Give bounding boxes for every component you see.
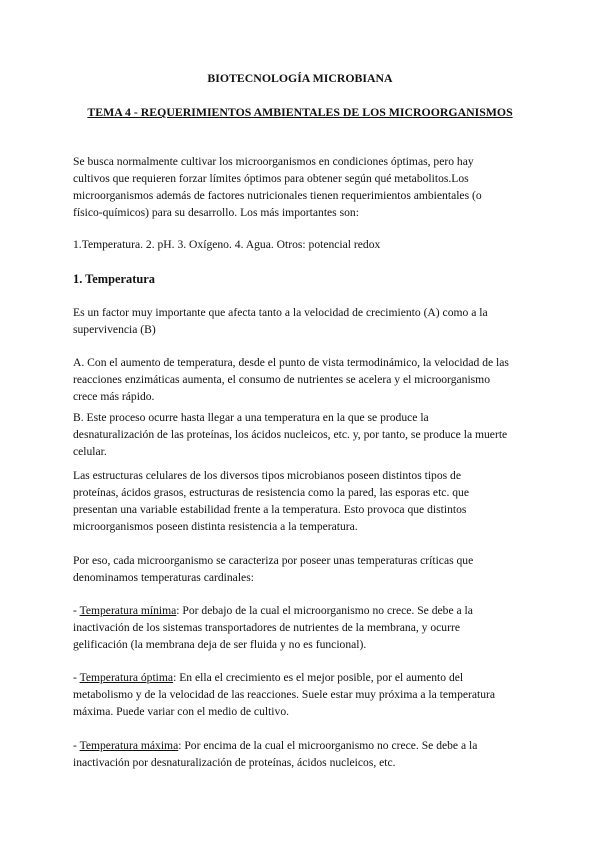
text-line	[73, 603, 533, 620]
document-subtitle-wrap	[0, 104, 600, 121]
paragraph-cardinal-temps	[73, 553, 533, 587]
text-line	[73, 670, 533, 687]
text-line: Por eso, cada microorganismo se caracteriza por poseer unas temperaturas críticas que	[73, 554, 474, 567]
text-line: microorganismos además de factores nutricionales tienen requerimientos ambientales (o	[73, 188, 482, 202]
text-line: A. Con el aumento de temperatura, desde el punto de vista termodinámico, la velocidad de las	[73, 356, 509, 369]
text-line: supervivencia (B)	[73, 322, 156, 336]
document-subtitle: TEMA 4 - REQUERIMIENTOS AMBIENTALES DE LOS MICROORGANISMOS	[87, 105, 513, 119]
item-temperatura-minima	[73, 603, 533, 654]
document-title: BIOTECNOLOGÍA MICROBIANA	[207, 71, 393, 85]
term-temperatura-optima: Temperatura óptima	[79, 671, 174, 684]
section-heading-temperatura: 1. Temperatura	[73, 272, 155, 286]
text-line: desnaturalización de las proteínas, los ácidos nucleicos, etc. y, por tanto, se produce la muerte	[73, 427, 508, 441]
text-line: reacciones enzimáticas aumenta, el consumo de nutrientes se acelera y el microorganismo	[73, 372, 490, 386]
item-temperatura-optima	[73, 670, 533, 721]
factors-list-line: 1.Temperatura. 2. pH. 3. Oxígeno. 4. Agua. Otros: potencial redox	[73, 238, 381, 251]
bullet-dash: -	[73, 604, 80, 617]
term-temperatura-maxima: Temperatura máxima	[79, 739, 179, 752]
text-line: Las estructuras celulares de los diversos tipos microbianos poseen distintos tipos de	[73, 469, 461, 482]
term-temperatura-minima: Temperatura mínima	[79, 604, 177, 617]
bullet-dash: -	[73, 671, 80, 684]
intro-paragraph	[73, 154, 533, 222]
bullet-dash: -	[73, 739, 80, 752]
text-line: metabolismo y de la velocidad de las reacciones. Suele estar muy próxima a la temperatura	[73, 687, 496, 701]
term-definition: : Por debajo de la cual el microorganismo no crece. Se debe a la	[176, 604, 473, 617]
text-line: inactivación de los sistemas transportadores de nutrientes de la membrana, y ocurre	[73, 620, 460, 634]
text-line: Es un factor muy importante que afecta tanto a la velocidad de crecimiento (A) como a la	[73, 306, 488, 319]
term-definition: : En ella el crecimiento es el mejor posible, por el aumento del	[173, 671, 464, 684]
text-line: máxima. Puede variar con el medio de cultivo.	[73, 704, 290, 718]
paragraph-b	[73, 410, 533, 461]
text-line: B. Este proceso ocurre hasta llegar a una temperatura en la que se produce la	[73, 411, 429, 424]
text-line: gelificación (la membrana deja de ser fluida y no es funcional).	[73, 637, 367, 651]
text-line: físico-químicos) para su desarrollo. Los más importantes son:	[73, 205, 359, 219]
text-line: microorganismos poseen distinta resistencia a la temperatura.	[73, 519, 358, 533]
text-line: presentan una variable estabilidad frente a la temperatura. Esto provoca que distintos	[73, 502, 467, 516]
paragraph-cell-structures	[73, 468, 533, 536]
text-line: crece más rápido.	[73, 389, 155, 403]
term-definition: : Por encima de la cual el microorganismo no crece. Se debe a la	[178, 739, 478, 752]
text-line: cultivos que requieren forzar límites óptimos para obtener según qué metabolitos.Los	[73, 171, 469, 185]
text-line: celular.	[73, 444, 107, 458]
text-line: Se busca normalmente cultivar los microorganismos en condiciones óptimas, pero hay	[73, 155, 474, 168]
item-temperatura-maxima	[73, 738, 533, 772]
paragraph-a	[73, 355, 533, 406]
text-line	[73, 738, 533, 755]
text-line: inactivación por desnaturalización de proteínas, ácidos nucleicos, etc.	[73, 755, 396, 769]
paragraph-temperature-effect	[73, 305, 533, 339]
text-line: denominamos temperaturas cardinales:	[73, 570, 254, 584]
text-line: proteínas, ácidos grasos, estructuras de resistencia como la pared, las esporas etc. que	[73, 485, 469, 499]
